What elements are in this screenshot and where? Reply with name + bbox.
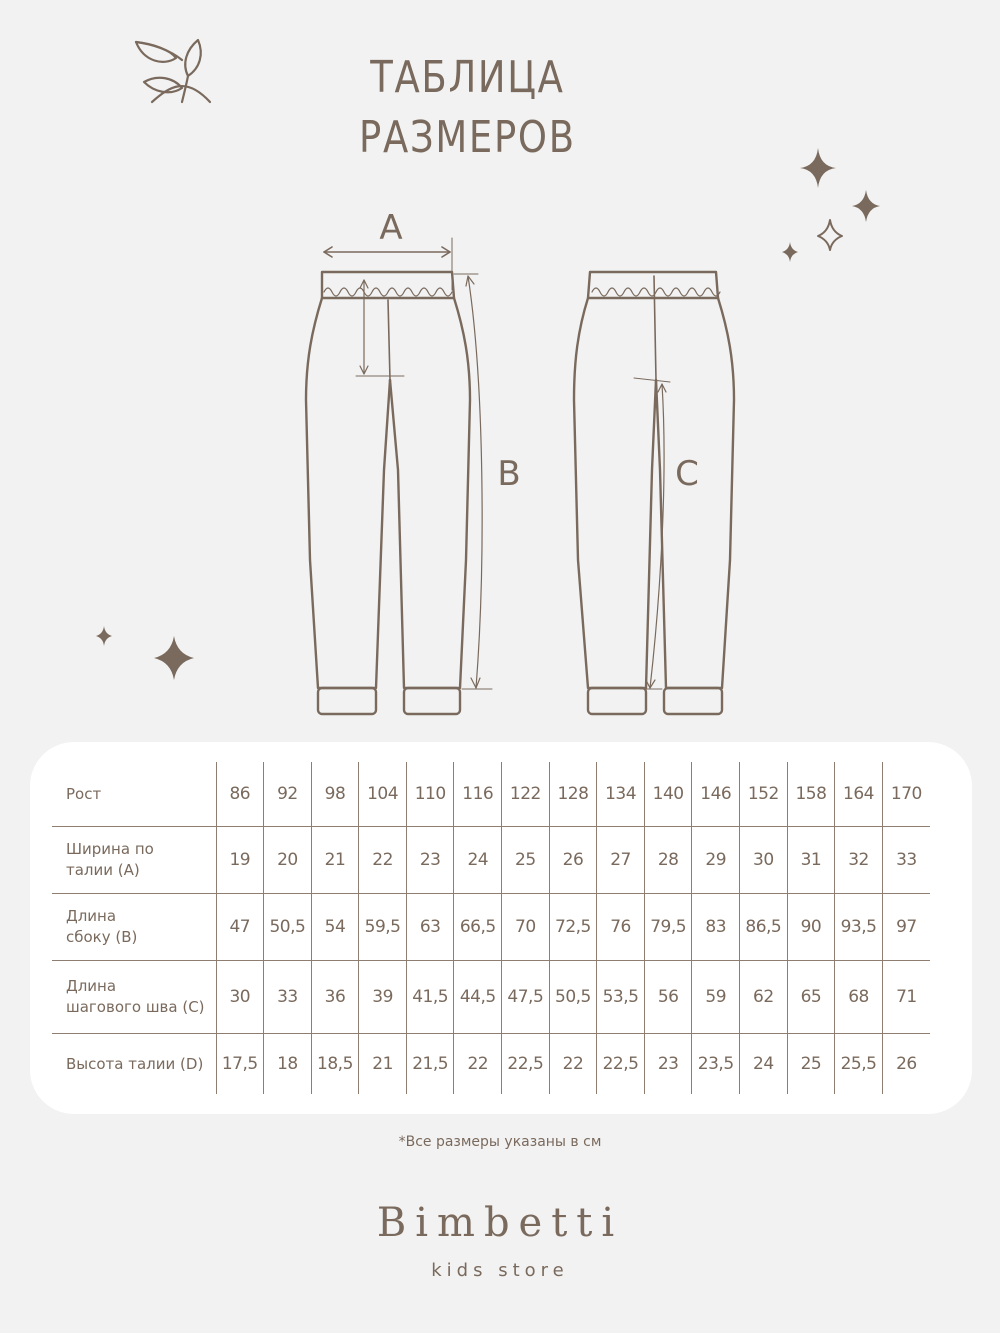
size-cell: 92 (264, 762, 312, 827)
value-cell: 79,5 (644, 894, 692, 961)
value-cell: 47,5 (502, 961, 550, 1034)
value-cell: 25 (787, 1034, 835, 1095)
size-cell: 170 (882, 762, 930, 827)
size-cell: 158 (787, 762, 835, 827)
value-cell: 17,5 (216, 1034, 264, 1095)
value-cell: 22 (549, 1034, 597, 1095)
value-cell: 25 (502, 827, 550, 894)
value-cell: 86,5 (740, 894, 788, 961)
value-cell: 33 (882, 827, 930, 894)
value-cell: 59,5 (359, 894, 407, 961)
size-table (52, 762, 930, 1094)
value-cell: 59 (692, 961, 740, 1034)
row-label: Длина сбоку (B) (52, 894, 216, 961)
value-cell: 23 (406, 827, 454, 894)
value-cell: 22 (359, 827, 407, 894)
value-cell: 21 (311, 827, 359, 894)
size-cell: 116 (454, 762, 502, 827)
table-row-inseam-length (52, 961, 930, 1034)
value-cell: 36 (311, 961, 359, 1034)
size-cell: 98 (311, 762, 359, 827)
sparkle-icon (96, 626, 112, 646)
page-title: ТАБЛИЦА РАЗМЕРОВ (359, 52, 576, 163)
value-cell: 63 (406, 894, 454, 961)
value-cell: 18,5 (311, 1034, 359, 1095)
value-cell: 19 (216, 827, 264, 894)
value-cell: 20 (264, 827, 312, 894)
size-cell: 152 (740, 762, 788, 827)
value-cell: 31 (787, 827, 835, 894)
value-cell: 50,5 (549, 961, 597, 1034)
value-cell: 83 (692, 894, 740, 961)
value-cell: 25,5 (835, 1034, 883, 1095)
sparkle-icon (154, 636, 194, 680)
value-cell: 22 (454, 1034, 502, 1095)
value-cell: 29 (692, 827, 740, 894)
value-cell: 56 (644, 961, 692, 1034)
value-cell: 24 (740, 1034, 788, 1095)
value-cell: 30 (740, 827, 788, 894)
value-cell: 66,5 (454, 894, 502, 961)
size-cell: 164 (835, 762, 883, 827)
size-cell: 104 (359, 762, 407, 827)
sparkle-icon (818, 220, 842, 250)
value-cell: 18 (264, 1034, 312, 1095)
value-cell: 28 (644, 827, 692, 894)
value-cell: 50,5 (264, 894, 312, 961)
value-cell: 24 (454, 827, 502, 894)
size-cell: 128 (549, 762, 597, 827)
row-label: Длина шагового шва (C) (52, 961, 216, 1034)
label-b: B (497, 454, 521, 494)
size-cell: 140 (644, 762, 692, 827)
value-cell: 39 (359, 961, 407, 1034)
value-cell: 23 (644, 1034, 692, 1095)
value-cell: 32 (835, 827, 883, 894)
size-cell: 146 (692, 762, 740, 827)
value-cell: 53,5 (597, 961, 645, 1034)
row-label: Высота талии (D) (52, 1034, 216, 1095)
value-cell: 21 (359, 1034, 407, 1095)
size-cell: 110 (406, 762, 454, 827)
value-cell: 44,5 (454, 961, 502, 1034)
value-cell: 72,5 (549, 894, 597, 961)
table-row-height (52, 762, 930, 827)
value-cell: 41,5 (406, 961, 454, 1034)
value-cell: 68 (835, 961, 883, 1034)
value-cell: 30 (216, 961, 264, 1034)
value-cell: 97 (882, 894, 930, 961)
table-row-side-length (52, 894, 930, 961)
label-a: A (379, 208, 403, 248)
value-cell: 22,5 (597, 1034, 645, 1095)
table-row-waist-width (52, 827, 930, 894)
value-cell: 93,5 (835, 894, 883, 961)
value-cell: 90 (787, 894, 835, 961)
value-cell: 33 (264, 961, 312, 1034)
value-cell: 54 (311, 894, 359, 961)
sparkle-icon (782, 242, 798, 262)
row-label: Рост (66, 784, 102, 803)
sparkle-icon (800, 148, 836, 188)
value-cell: 70 (502, 894, 550, 961)
value-cell: 62 (740, 961, 788, 1034)
value-cell: 27 (597, 827, 645, 894)
brand-tagline: kids store (431, 1260, 569, 1281)
value-cell: 76 (597, 894, 645, 961)
value-cell: 22,5 (502, 1034, 550, 1095)
size-cell: 134 (597, 762, 645, 827)
size-cell: 86 (216, 762, 264, 827)
value-cell: 26 (549, 827, 597, 894)
size-cell: 122 (502, 762, 550, 827)
value-cell: 47 (216, 894, 264, 961)
value-cell: 23,5 (692, 1034, 740, 1095)
value-cell: 21,5 (406, 1034, 454, 1095)
row-label: Ширина по талии (A) (52, 827, 216, 894)
brand-logo: Bimbetti (376, 1200, 624, 1246)
units-note: *Все размеры указаны в см (398, 1134, 602, 1150)
value-cell: 71 (882, 961, 930, 1034)
table-row-waist-height (52, 1034, 930, 1095)
sparkle-icon (852, 190, 880, 222)
label-c: C (675, 454, 699, 494)
trousers-front (306, 272, 470, 714)
value-cell: 26 (882, 1034, 930, 1095)
value-cell: 65 (787, 961, 835, 1034)
